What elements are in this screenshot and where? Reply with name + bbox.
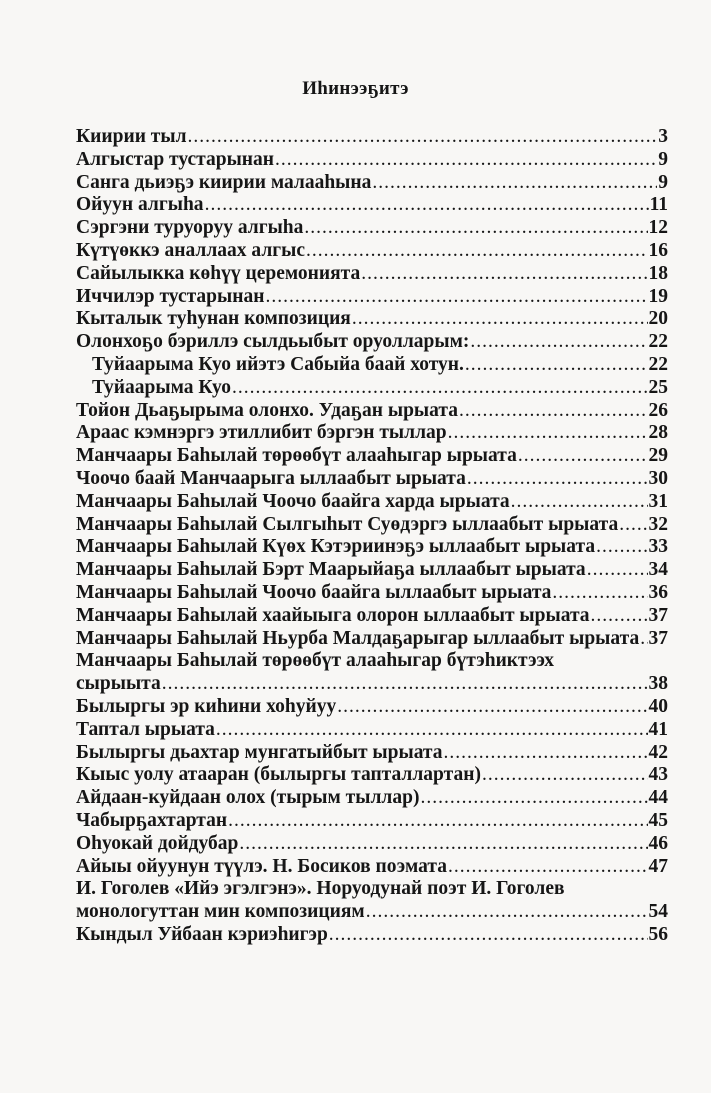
toc-entry-title: Манчаары Баһылай Чоочо баайга харда ырыата: [76, 490, 510, 512]
toc-entry: [76, 833, 668, 856]
toc-entry-page: 33: [648, 536, 668, 558]
dot-leader: [239, 833, 647, 856]
toc-entry-page: 22: [648, 331, 668, 353]
toc-entry-title: Иччилэр тустарынан: [76, 285, 265, 307]
toc-entry-page: 31: [648, 490, 668, 512]
dot-leader: [361, 263, 647, 286]
toc-entry-title: Чабырҕахтартан: [76, 809, 228, 831]
toc-entry: [76, 924, 668, 947]
toc-entry-page: 3: [658, 126, 668, 147]
toc-entry-title: Манчаары Баһылай Сылгыһыт Суөдэргэ ыллаабыт ырыата: [76, 513, 619, 535]
toc-entry-title: Айдаан-куйдаан олох (тырым тыллар): [76, 787, 420, 809]
toc-entry-page: 25: [648, 376, 668, 398]
dot-leader: [465, 354, 648, 377]
dot-leader: [337, 696, 647, 719]
toc-entry-page: 36: [648, 581, 668, 603]
dot-leader: [265, 286, 647, 309]
toc-entry-title: Алгыстар тустарынан: [76, 148, 275, 170]
toc-entry-title: Былыргы эр киһини хоһуйуу: [76, 695, 337, 717]
toc-entry-page: 29: [648, 445, 668, 467]
dot-leader: [619, 514, 647, 537]
dot-leader: [640, 628, 647, 651]
toc-entry-page: 12: [648, 217, 668, 239]
toc-entry-title: Кыталык туһунан композиция: [76, 308, 351, 330]
toc-entry: [76, 719, 668, 742]
toc-subentry: [76, 354, 668, 377]
toc-entry-page: 28: [648, 422, 668, 444]
toc-entry-title: Араас кэмнэргэ этиллибит бэргэн тыллар: [76, 422, 447, 444]
toc-entry-page: 56: [648, 923, 668, 945]
dot-leader: [162, 673, 648, 696]
toc-entry: [76, 308, 668, 331]
toc-entry-page: 45: [648, 809, 668, 831]
toc-entry: [76, 400, 668, 423]
dot-leader: [459, 400, 648, 423]
dot-leader: [329, 924, 648, 947]
toc-entry-page: 37: [648, 627, 668, 649]
dot-leader: [448, 856, 648, 879]
toc-entry-page: 43: [648, 764, 668, 786]
toc-entry-page: 46: [648, 832, 668, 854]
dot-leader: [511, 491, 648, 514]
toc-entry-title: Тойон Дьаҕырыма олонхо. Удаҕан ырыата: [76, 399, 458, 421]
toc-entry-title: Манчаары Баһылай Күөх Кэтэриинэҕэ ыллаабыт ырыата: [76, 536, 596, 558]
toc-entry-title: Таптал ырыата: [76, 718, 215, 740]
toc-entry-title: Манчаары Баһылай Ньурба Малдаҕарыгар ыллаабыт ырыата: [76, 627, 640, 649]
toc-entry-title: Айыы ойуунун түүлэ. Н. Босиков поэмата: [76, 855, 447, 877]
toc-entry: [76, 217, 668, 240]
dot-leader: [470, 331, 647, 354]
toc-entry-title: Киирии тыл: [76, 126, 187, 147]
dot-leader: [366, 901, 648, 924]
toc-entry-page: 34: [648, 559, 668, 581]
toc-entry-page: 54: [648, 901, 668, 923]
toc-entry-page: 22: [648, 353, 668, 375]
toc-entry-page: 30: [648, 467, 668, 489]
toc-entry-page: 9: [658, 171, 668, 193]
toc-subentry: [76, 377, 668, 400]
toc-entry-page: 44: [648, 787, 668, 809]
toc-entry-title-line2: сырыыта: [76, 673, 161, 695]
dot-leader: [482, 764, 648, 787]
toc-entry: [76, 445, 668, 468]
dot-leader: [352, 308, 648, 331]
toc-entry-title: Туйаарыма Куо ийэтэ Сабыйа баай хотун.: [92, 353, 464, 375]
toc-entry: [76, 263, 668, 286]
toc-entry: [76, 605, 668, 628]
toc-entry: [76, 536, 668, 559]
toc-entry-page: 18: [648, 262, 668, 284]
toc-entry-page: 19: [648, 285, 668, 307]
toc-entry: [76, 559, 668, 582]
dot-leader: [587, 559, 648, 582]
toc-entry-title: Манчаары Баһылай Бэрт Маарыйаҕа ыллаабыт ырыата: [76, 559, 586, 581]
toc-entry-page: 32: [648, 513, 668, 535]
toc-entry-title: Күтүөккэ аналлаах алгыс: [76, 239, 305, 261]
toc-entry-page: 38: [648, 673, 668, 695]
dot-leader: [306, 240, 648, 263]
dot-leader: [467, 468, 648, 491]
toc-entry: [76, 787, 668, 810]
toc-entry-title: Олонхоҕо бэриллэ сылдьыбыт оруолларым:: [76, 331, 470, 353]
dot-leader: [216, 719, 648, 742]
dot-leader: [596, 536, 647, 559]
toc-entry-title: Манчаары Баһылай төрөөбүт алааһыгар ырыата: [76, 445, 517, 467]
toc-entry: [76, 491, 668, 514]
toc-entry: [76, 149, 668, 172]
toc-entry-page: 20: [648, 308, 668, 330]
toc-entry: [76, 331, 668, 354]
toc-entry-title: Чоочо баай Манчаарыга ыллаабыт ырыата: [76, 467, 466, 489]
toc-entry: [76, 810, 668, 833]
toc-entry-multiline: [76, 650, 668, 696]
toc-entry: [76, 286, 668, 309]
toc-entry-page: 37: [648, 604, 668, 626]
toc-entry-page: 11: [649, 194, 668, 216]
toc-entry-title: Сэргэни туруоруу алгыһа: [76, 217, 304, 239]
toc-entry: [76, 126, 668, 149]
dot-leader: [205, 194, 649, 217]
dot-leader: [188, 126, 658, 149]
toc-entry: [76, 856, 668, 879]
toc-entry-title-line1: И. Гоголев «Ийэ эгэлгэнэ». Норуодунай поэт И. Гоголев: [76, 878, 565, 900]
toc-entry: [76, 172, 668, 195]
toc-entry-page: 42: [648, 741, 668, 763]
toc-entry-page: 9: [658, 148, 668, 170]
toc-entry: [76, 742, 668, 765]
toc-entry: [76, 514, 668, 537]
dot-leader: [372, 172, 657, 195]
toc-entry-title: Кындыл Уйбаан кэриэһигэр: [76, 923, 328, 945]
toc-entry: [76, 628, 668, 651]
toc-entry-title: Туйаарыма Куо: [92, 376, 232, 398]
toc-entry-page: 41: [648, 718, 668, 740]
toc-entry-title-line2: монологуттан мин композициям: [76, 901, 365, 923]
toc-entry-title-line1: Манчаары Баһылай төрөөбүт алааһыгар бүтэһиктээх: [76, 650, 554, 672]
dot-leader: [591, 605, 648, 628]
toc-entry: [76, 240, 668, 263]
toc-entry-title: Сайылыкка көһүү церемонията: [76, 262, 361, 284]
toc-entry-multiline: [76, 878, 668, 924]
toc-entry-title: Манчаары Баһылай хаайыыга олорон ыллаабыт ырыата: [76, 604, 590, 626]
toc-entry-title: Санга дьиэҕэ киирии малааһына: [76, 171, 372, 193]
dot-leader: [232, 377, 647, 400]
dot-leader: [304, 217, 647, 240]
toc-entry: [76, 422, 668, 445]
dot-leader: [448, 422, 648, 445]
toc-entry-title: Былыргы дьахтар мунгатыйбыт ырыата: [76, 741, 443, 763]
toc-entry-title: Кыыс уолу атааран (былыргы тапталлартан): [76, 764, 481, 786]
dot-leader: [420, 787, 647, 810]
dot-leader: [518, 445, 648, 468]
dot-leader: [552, 582, 647, 605]
toc-entry-page: 26: [648, 399, 668, 421]
toc-entry: [76, 194, 668, 217]
table-of-contents: [76, 126, 668, 947]
toc-entry-page: 40: [648, 695, 668, 717]
dot-leader: [275, 149, 657, 172]
toc-entry: [76, 582, 668, 605]
toc-entry-page: 16: [648, 239, 668, 261]
dot-leader: [444, 742, 648, 765]
toc-entry-title: Манчаары Баһылай Чоочо баайга ыллаабыт ырыата: [76, 581, 552, 603]
dot-leader: [228, 810, 647, 833]
toc-entry-title: Оһуокай дойдубар: [76, 832, 239, 854]
page-title: Иһинээҕитэ: [302, 78, 409, 99]
toc-entry: [76, 468, 668, 491]
toc-entry: [76, 764, 668, 787]
toc-entry-page: 47: [648, 855, 668, 877]
toc-entry: [76, 696, 668, 719]
toc-entry-title: Ойуун алгыһа: [76, 194, 204, 216]
